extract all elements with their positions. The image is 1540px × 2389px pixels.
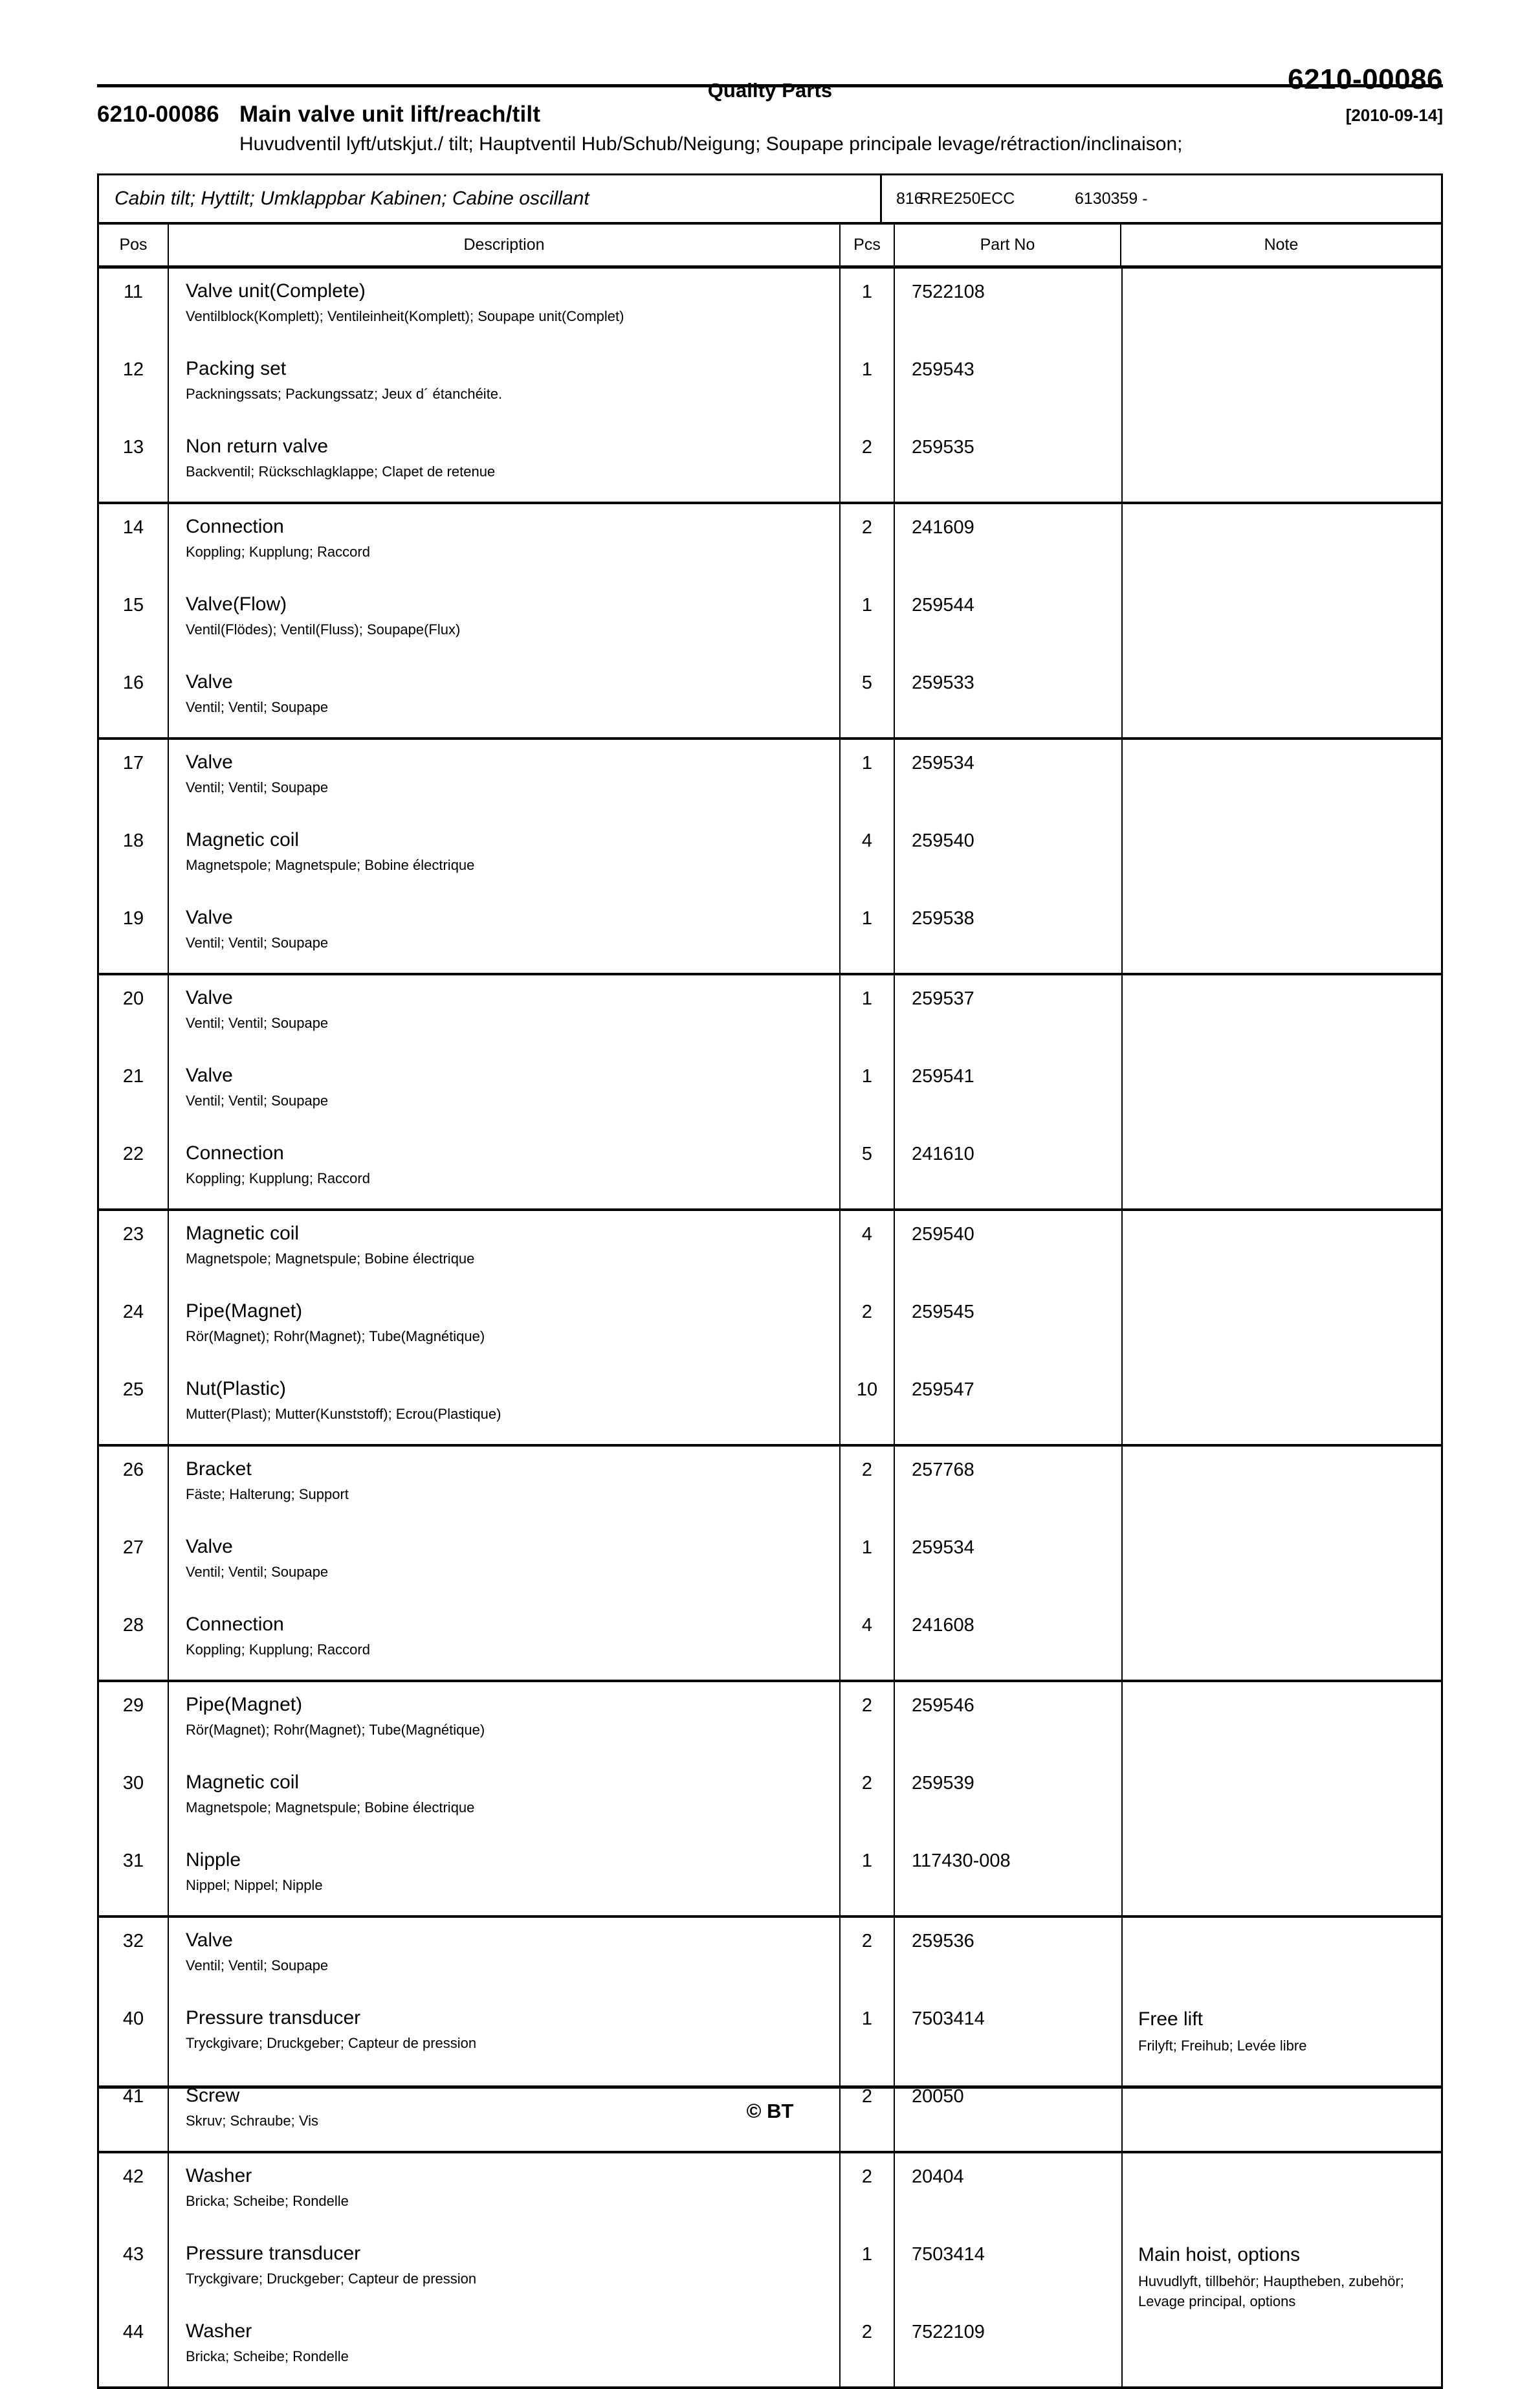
table-group-rows: [99, 975, 1121, 1208]
description-main: Pipe(Magnet): [186, 1300, 303, 1322]
description-translations: Ventil; Ventil; Soupape: [186, 1957, 329, 1973]
table-group: [99, 504, 1441, 740]
table-group-rows: [99, 2153, 1121, 2386]
table-row: [99, 1447, 1121, 1524]
cell-pos: 15: [99, 582, 169, 660]
description-main: Valve: [186, 1536, 233, 1557]
table-column-headers: [99, 225, 1441, 269]
cell-description: [169, 1995, 841, 2073]
cell-pos: 30: [99, 1760, 169, 1838]
description-translations: Koppling; Kupplung; Raccord: [186, 543, 370, 560]
description-translations: Ventil; Ventil; Soupape: [186, 1563, 329, 1580]
description-main: Magnetic coil: [186, 1772, 300, 1793]
table-group: [99, 975, 1441, 1211]
table-row: [99, 2231, 1121, 2309]
description-translations: Magnetspole; Magnetspule; Bobine électrique: [186, 1250, 475, 1267]
table-group-inner: [99, 2153, 1441, 2386]
cell-part-no: 259547: [912, 1379, 974, 1400]
cell-part-no: 20404: [912, 2166, 964, 2187]
cell-description: [169, 1289, 841, 1366]
cell-pos: 11: [99, 269, 169, 346]
cell-part-no: 259538: [912, 908, 974, 929]
description-main: Washer: [186, 2165, 252, 2186]
cell-pcs: 2: [841, 2153, 895, 2231]
description-main: Connection: [186, 1614, 284, 1635]
variant-model-number: 816: [896, 189, 923, 208]
cell-part-no: 7503414: [912, 2008, 985, 2029]
description-main: Pressure transducer: [186, 2243, 361, 2264]
cell-pos: 44: [99, 2309, 169, 2386]
cell-pcs: 2: [841, 424, 895, 502]
cell-pos: 27: [99, 1524, 169, 1602]
cell-pcs: 2: [841, 504, 895, 582]
description-translations: Koppling; Kupplung; Raccord: [186, 1170, 370, 1186]
cell-pcs: 2: [841, 2309, 895, 2386]
description-main: Washer: [186, 2320, 252, 2342]
description-main: Valve: [186, 1929, 233, 1951]
table-group-inner: [99, 975, 1441, 1208]
cell-description: [169, 1447, 841, 1524]
description-main: Valve: [186, 907, 233, 928]
title-row: [97, 102, 1443, 128]
description-main: Connection: [186, 1142, 284, 1164]
footer-rule: [97, 2085, 1443, 2089]
cell-pcs: 1: [841, 1053, 895, 1131]
note-main: Free lift: [1138, 2008, 1204, 2030]
title-subtitle: Huvudventil lyft/utskjut./ tilt; Hauptventil Hub/Schub/Neigung; Soupape principale levage/rétraction/inclinaison;: [239, 133, 1183, 155]
footer-copyright: © BT: [746, 2100, 794, 2122]
cell-pcs: 5: [841, 660, 895, 737]
cell-description: [169, 740, 841, 817]
cell-pcs: 2: [841, 1447, 895, 1524]
table-body: [99, 269, 1441, 2386]
cell-part-no: 259546: [912, 1695, 974, 1716]
cell-pos: 26: [99, 1447, 169, 1524]
cell-pos: 16: [99, 660, 169, 737]
table-row: [99, 2153, 1121, 2231]
cell-description: [169, 582, 841, 660]
description-main: Valve: [186, 1065, 233, 1086]
table-group: [99, 740, 1441, 975]
description-translations: Ventilblock(Komplett); Ventileinheit(Komplett); Soupape unit(Complet): [186, 307, 624, 324]
table-row: [99, 1760, 1121, 1838]
cell-description: [169, 1366, 841, 1444]
table-row: [99, 817, 1121, 895]
table-row: [99, 582, 1121, 660]
description-translations: Fäste; Halterung; Support: [186, 1485, 349, 1502]
table-row: [99, 975, 1121, 1053]
header-title: Quality Parts: [707, 79, 833, 102]
table-group-rows: [99, 269, 1121, 502]
variant-model-name: RRE250ECC: [919, 189, 1015, 208]
cell-pos: 41: [99, 2073, 169, 2151]
cell-description: [169, 1682, 841, 1760]
cell-pcs: 1: [841, 346, 895, 424]
table-row: [99, 1053, 1121, 1131]
cell-pos: 14: [99, 504, 169, 582]
cell-description: [169, 504, 841, 582]
cell-note: [1121, 504, 1441, 737]
cell-description: [169, 1053, 841, 1131]
cell-description: [169, 2309, 841, 2386]
cell-pcs: 4: [841, 817, 895, 895]
cell-description: [169, 817, 841, 895]
cell-description: [169, 1211, 841, 1289]
cell-part-no: 257768: [912, 1460, 974, 1480]
title-block: [97, 102, 1443, 157]
cell-part-no: 259539: [912, 1773, 974, 1794]
description-translations: Tryckgivare; Druckgeber; Capteur de pression: [186, 2270, 477, 2287]
cell-pcs: 1: [841, 269, 895, 346]
description-main: Pipe(Magnet): [186, 1694, 303, 1715]
description-main: Packing set: [186, 358, 287, 379]
description-main: Valve: [186, 987, 233, 1008]
cell-pcs: 1: [841, 895, 895, 973]
table-group: [99, 1211, 1441, 1447]
cell-description: [169, 1760, 841, 1838]
table-group-inner: [99, 1447, 1441, 1680]
cell-pos: 42: [99, 2153, 169, 2231]
description-translations: Ventil(Flödes); Ventil(Fluss); Soupape(Flux): [186, 621, 461, 638]
parts-table: [97, 173, 1443, 2389]
cell-pos: 28: [99, 1602, 169, 1680]
description-main: Screw: [186, 2085, 240, 2106]
cell-pcs: 4: [841, 1211, 895, 1289]
cell-description: [169, 1602, 841, 1680]
table-group-rows: [99, 1211, 1121, 1444]
cell-description: [169, 895, 841, 973]
description-translations: Magnetspole; Magnetspule; Bobine électrique: [186, 1799, 475, 1816]
cell-description: [169, 2153, 841, 2231]
cell-part-no: 7522108: [912, 282, 985, 302]
description-main: Bracket: [186, 1458, 252, 1480]
cell-part-no: 241608: [912, 1615, 974, 1636]
column-header-part-no: Part No: [895, 225, 1121, 265]
cell-description: [169, 975, 841, 1053]
description-translations: Ventil; Ventil; Soupape: [186, 698, 329, 715]
cell-pcs: 2: [841, 1682, 895, 1760]
header-page-code: 6210-00086: [1288, 63, 1443, 95]
description-translations: Bricka; Scheibe; Rondelle: [186, 2192, 349, 2209]
cell-pos: 19: [99, 895, 169, 973]
table-group-inner: [99, 269, 1441, 502]
description-main: Valve unit(Complete): [186, 280, 366, 302]
cell-pcs: 2: [841, 1760, 895, 1838]
description-translations: Bricka; Scheibe; Rondelle: [186, 2348, 349, 2364]
table-row: [99, 269, 1121, 346]
cell-part-no: 259533: [912, 672, 974, 693]
cell-part-no: 7503414: [912, 2244, 985, 2265]
cell-pos: 24: [99, 1289, 169, 1366]
table-row: [99, 740, 1121, 817]
cell-description: [169, 1918, 841, 1995]
cell-description: [169, 1131, 841, 1208]
cell-pcs: 5: [841, 1131, 895, 1208]
table-row: [99, 1918, 1121, 1995]
cell-pos: 18: [99, 817, 169, 895]
variant-serial-range: 6130359 -: [1075, 189, 1148, 208]
table-row: [99, 1131, 1121, 1208]
cell-description: [169, 1524, 841, 1602]
description-main: Magnetic coil: [186, 1223, 300, 1244]
cell-pos: 29: [99, 1682, 169, 1760]
cell-description: [169, 269, 841, 346]
cell-part-no: 259544: [912, 595, 974, 616]
description-translations: Nippel; Nippel; Nipple: [186, 1876, 323, 1893]
table-group: [99, 269, 1441, 504]
variant-models: [882, 175, 1441, 222]
cell-description: [169, 1838, 841, 1915]
description-translations: Mutter(Plast); Mutter(Kunststoff); Ecrou(Plastique): [186, 1405, 501, 1422]
cell-part-no: 259540: [912, 830, 974, 851]
cell-pos: 22: [99, 1131, 169, 1208]
title-code: 6210-00086: [97, 102, 219, 127]
cell-pcs: 4: [841, 1602, 895, 1680]
column-header-pcs: Pcs: [841, 225, 895, 265]
table-row: [99, 1289, 1121, 1366]
description-translations: Koppling; Kupplung; Raccord: [186, 1641, 370, 1658]
cell-pos: 13: [99, 424, 169, 502]
table-row: [99, 1995, 1121, 2073]
page-header: [97, 0, 1443, 102]
description-translations: Magnetspole; Magnetspule; Bobine électrique: [186, 856, 475, 873]
table-group-inner: [99, 1211, 1441, 1444]
table-row: [99, 1366, 1121, 1444]
note-main: Main hoist, options: [1138, 2244, 1301, 2265]
note-translations: Frilyft; Freihub; Levée libre: [1138, 2037, 1307, 2054]
table-group-inner: [99, 740, 1441, 973]
cell-pos: 23: [99, 1211, 169, 1289]
description-main: Valve: [186, 751, 233, 773]
column-header-description: Description: [169, 225, 841, 265]
table-group-rows: [99, 740, 1121, 973]
description-main: Magnetic coil: [186, 829, 300, 850]
cell-part-no: 259536: [912, 1931, 974, 1951]
header-rule: [97, 84, 1443, 87]
table-row: [99, 895, 1121, 973]
table-row: [99, 504, 1121, 582]
cell-part-no: 259543: [912, 359, 974, 380]
cell-note: [1121, 975, 1441, 1208]
description-main: Nipple: [186, 1849, 241, 1871]
cell-part-no: 259535: [912, 437, 974, 458]
description-translations: Backventil; Rückschlagklappe; Clapet de retenue: [186, 463, 496, 480]
cell-part-no: 241610: [912, 1144, 974, 1164]
table-group-rows: [99, 1682, 1121, 1915]
cell-pos: 32: [99, 1918, 169, 1995]
cell-pcs: 2: [841, 2073, 895, 2151]
cell-note: [1121, 740, 1441, 973]
table-row: [99, 2309, 1121, 2386]
cell-pos: 25: [99, 1366, 169, 1444]
cell-description: [169, 2231, 841, 2309]
cell-pos: 20: [99, 975, 169, 1053]
revision-date: [2010-09-14]: [1345, 106, 1443, 125]
table-group-inner: [99, 504, 1441, 737]
cell-note: [1121, 1211, 1441, 1444]
cell-note: [1121, 1447, 1441, 1680]
cell-note: [1121, 2153, 1441, 2386]
description-main: Valve(Flow): [186, 594, 287, 615]
cell-pcs: 1: [841, 1524, 895, 1602]
table-group-rows: [99, 1447, 1121, 1680]
cell-part-no: 259545: [912, 1302, 974, 1322]
table-row: [99, 1682, 1121, 1760]
cell-pos: 43: [99, 2231, 169, 2309]
description-translations: Packningssats; Packungssatz; Jeux d´ étanchéite.: [186, 385, 503, 402]
cell-part-no: 20050: [912, 2086, 964, 2107]
cell-pcs: 2: [841, 1289, 895, 1366]
description-translations: Ventil; Ventil; Soupape: [186, 934, 329, 951]
cell-note: [1121, 269, 1441, 502]
cell-pcs: 10: [841, 1366, 895, 1444]
cell-pcs: 2: [841, 1918, 895, 1995]
cell-pos: 12: [99, 346, 169, 424]
description-translations: Ventil; Ventil; Soupape: [186, 1014, 329, 1031]
cell-pcs: 1: [841, 975, 895, 1053]
description-main: Connection: [186, 516, 284, 537]
cell-part-no: 259540: [912, 1224, 974, 1245]
description-main: Nut(Plastic): [186, 1378, 287, 1399]
description-main: Valve: [186, 671, 233, 693]
table-row: [99, 1838, 1121, 1915]
cell-part-no: 259534: [912, 1537, 974, 1558]
cell-description: [169, 346, 841, 424]
description-main: Non return valve: [186, 436, 329, 457]
cell-part-no: 241609: [912, 517, 974, 538]
description-translations: Ventil; Ventil; Soupape: [186, 779, 329, 795]
cell-pos: 17: [99, 740, 169, 817]
cell-pcs: 1: [841, 1838, 895, 1915]
description-translations: Tryckgivare; Druckgeber; Capteur de pression: [186, 2034, 477, 2051]
table-row: [99, 1602, 1121, 1680]
cell-pcs: 1: [841, 1995, 895, 2073]
table-row: [99, 424, 1121, 502]
cell-pcs: 1: [841, 2231, 895, 2309]
cell-description: [169, 660, 841, 737]
description-translations: Rör(Magnet); Rohr(Magnet); Tube(Magnétique): [186, 1328, 485, 1344]
variant-description: Cabin tilt; Hyttilt; Umklappbar Kabinen; Cabine oscillant: [99, 175, 882, 222]
cell-pos: 31: [99, 1838, 169, 1915]
table-group: [99, 1447, 1441, 1682]
variant-band: [99, 175, 1441, 225]
note-translations: Huvudlyft, tillbehör; Hauptheben, zubehör; Levage principal, options: [1138, 2272, 1404, 2309]
cell-part-no: 259534: [912, 753, 974, 773]
description-translations: Ventil; Ventil; Soupape: [186, 1092, 329, 1109]
column-header-note: Note: [1264, 236, 1299, 254]
cell-description: [169, 424, 841, 502]
table-group: [99, 1682, 1441, 1918]
description-translations: Rör(Magnet); Rohr(Magnet); Tube(Magnétique): [186, 1721, 485, 1738]
description-main: Pressure transducer: [186, 2007, 361, 2028]
cell-part-no: 259537: [912, 988, 974, 1009]
cell-part-no: 7522109: [912, 2322, 985, 2342]
cell-pos: 40: [99, 1995, 169, 2073]
page-title: Main valve unit lift/reach/tilt: [239, 102, 541, 127]
table-row: [99, 1524, 1121, 1602]
description-translations: Skruv; Schraube; Vis: [186, 2112, 319, 2129]
table-row: [99, 346, 1121, 424]
cell-part-no: 117430-008: [912, 1850, 1011, 1871]
column-header-pos: Pos: [99, 225, 169, 265]
cell-note: [1121, 1682, 1441, 1915]
cell-pcs: 1: [841, 582, 895, 660]
table-group-inner: [99, 1682, 1441, 1915]
table-row: [99, 1211, 1121, 1289]
table-group-rows: [99, 504, 1121, 737]
cell-pcs: 1: [841, 740, 895, 817]
table-row: [99, 660, 1121, 737]
cell-part-no: 259541: [912, 1066, 974, 1087]
table-group: [99, 2153, 1441, 2386]
cell-pos: 21: [99, 1053, 169, 1131]
